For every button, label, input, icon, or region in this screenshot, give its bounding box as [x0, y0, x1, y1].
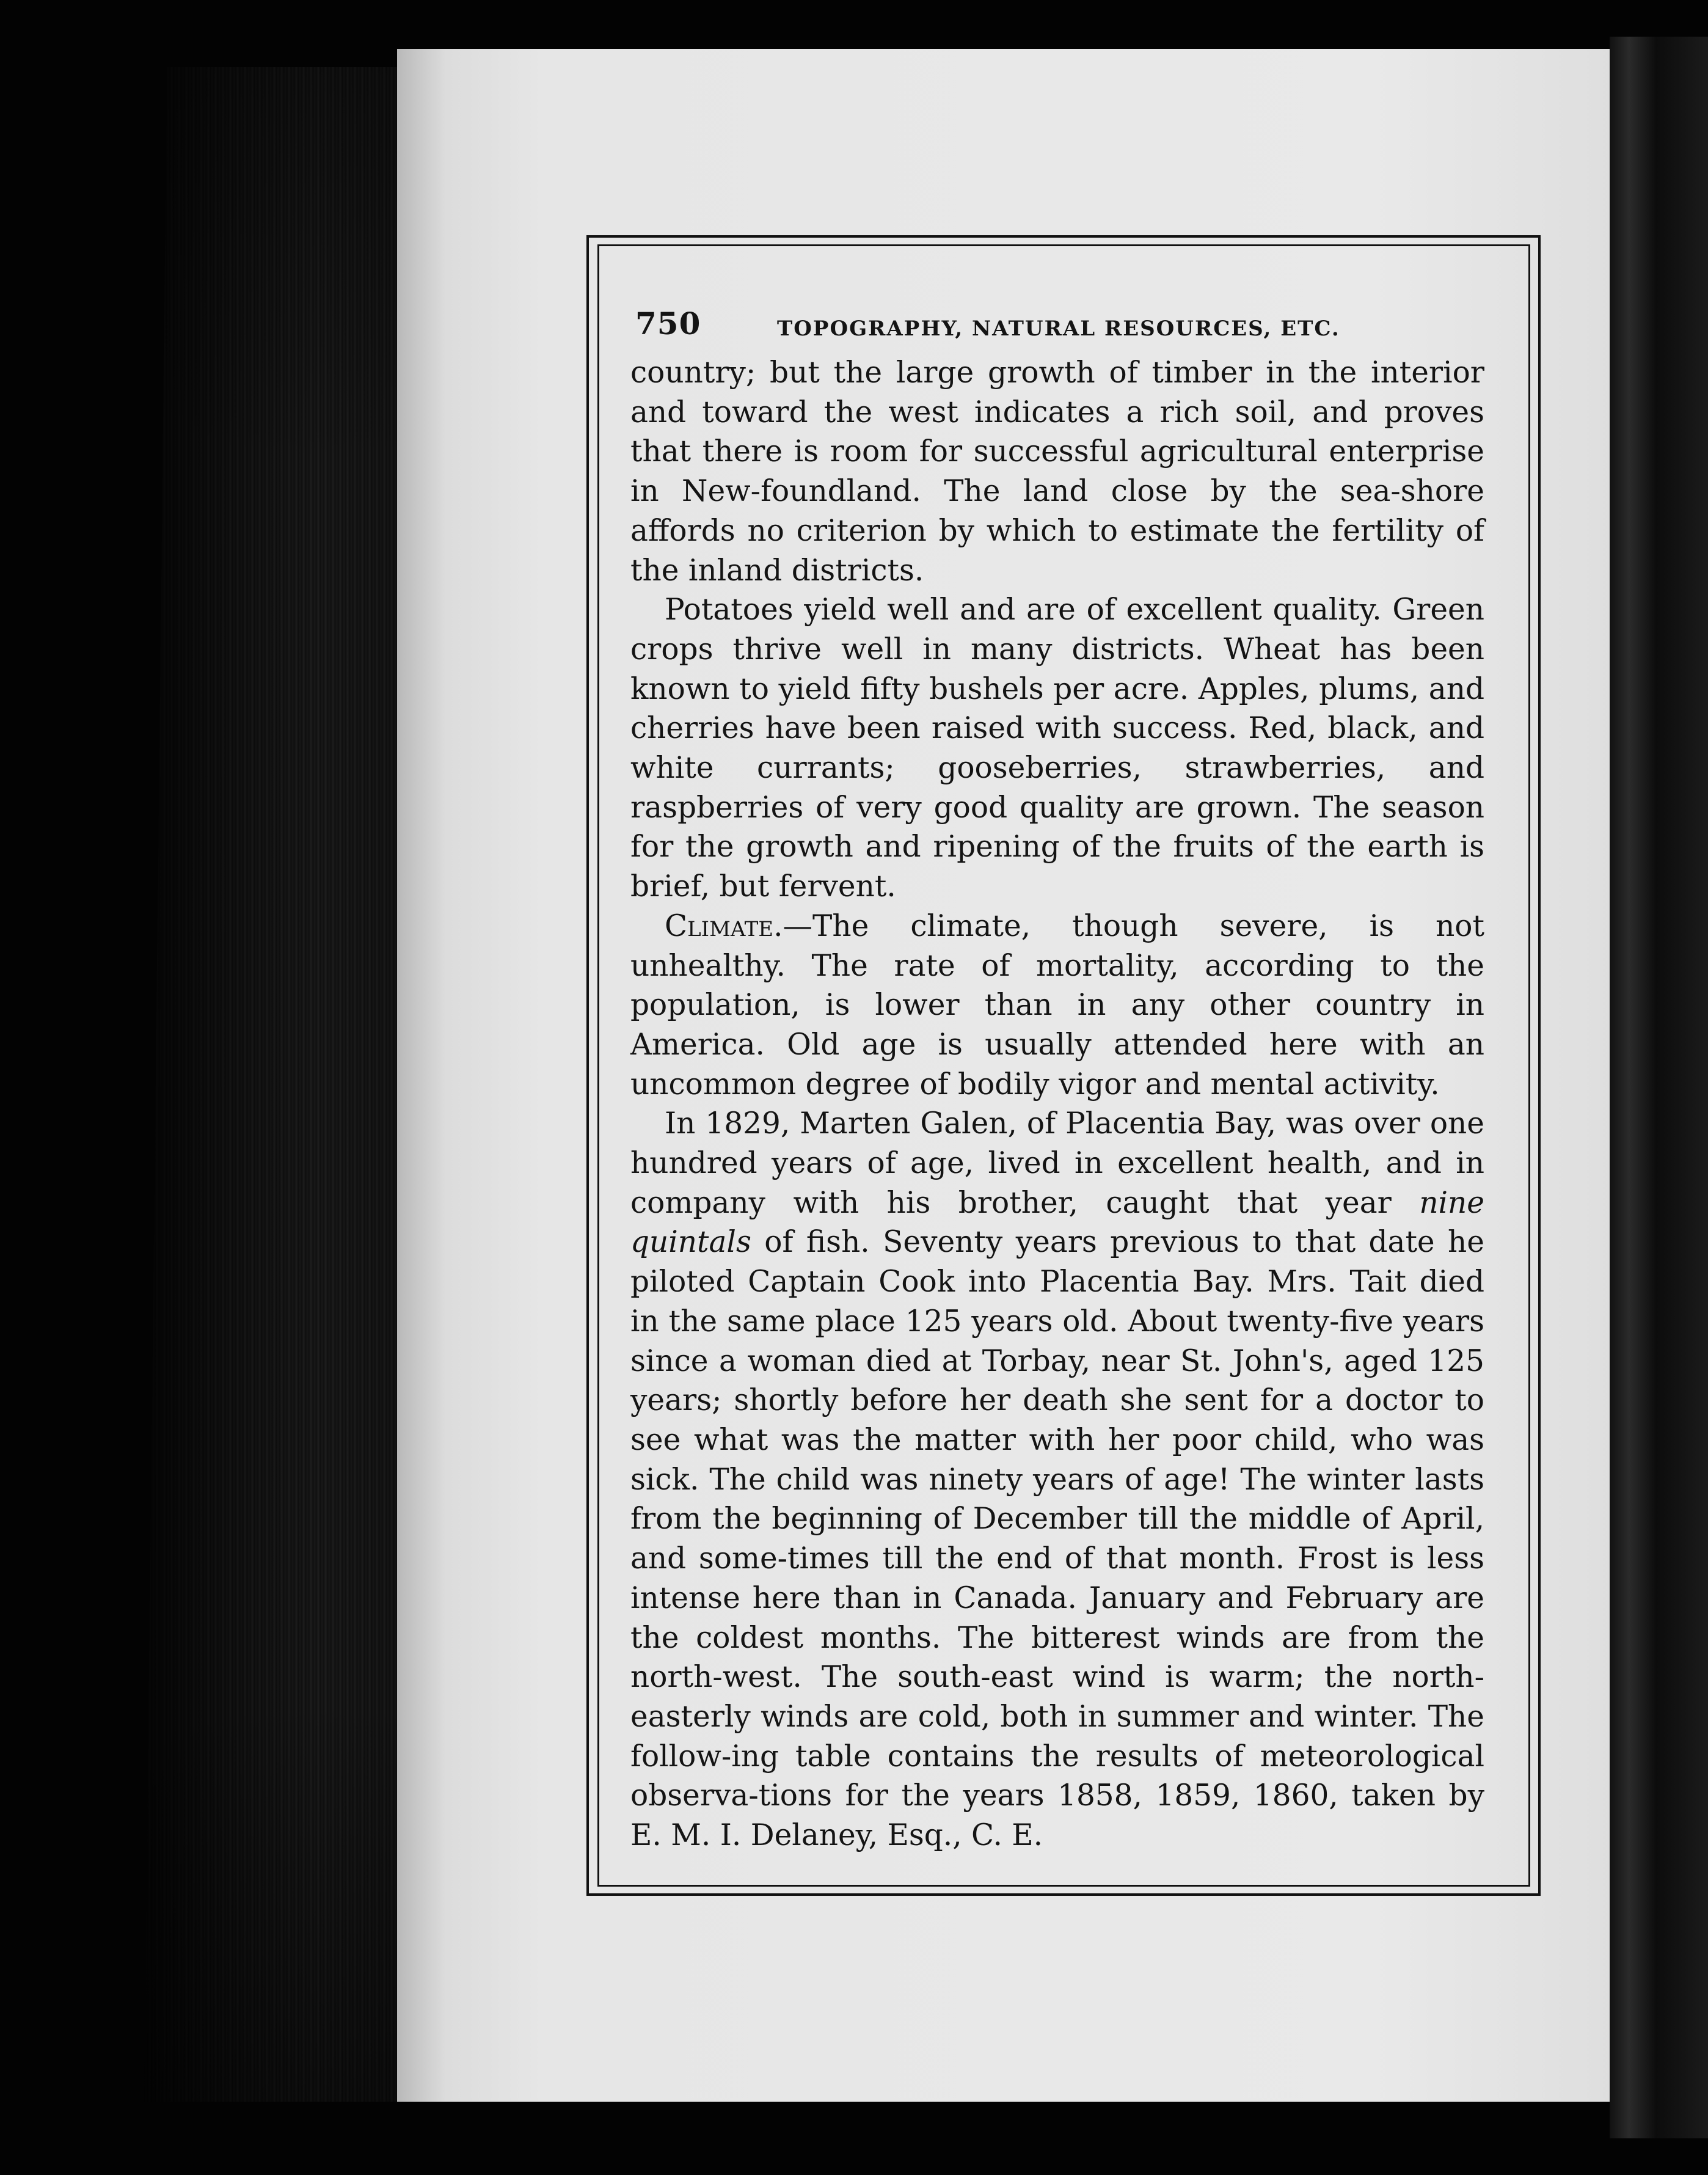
page-number: 750: [635, 305, 701, 342]
paragraph-4-text-after: of fish. Seventy years previous to that date he piloted Captain Cook into Placentia Bay. Mrs. Tait died in the same place 125 years old. About twenty-five years since a woman died at Torbay, near St. John's, aged 125 years; shortly before her death she sent for a doctor to see what was the matter with her poor child, who was sick. The child was ninety years of age! The winter lasts from the beginning of December till the middle of April, and some-times till the end of that month. Frost is less intense here than in Canada. January and February are the coldest months. The bitterest winds are from the north-west. The south-east wind is warm; the north-easterly winds are cold, both in summer and winter. The follow-ing table contains the results of meteorological observa-tions for the years 1858, 1859, 1860, taken by E. M. I. Delaney, Esq., C. E.: [630, 1225, 1484, 1853]
right-page-gutter: [1610, 37, 1659, 2138]
paragraph-2: [630, 590, 1484, 907]
page-content: [630, 298, 1484, 1855]
paragraph-2-text: Potatoes yield well and are of excellent quality. Green crops thrive well in many districts. Wheat has been known to yield fifty bushels per acre. Apples, plums, and cherries have been raised with success. Red, black, and white currants; gooseberries, strawberries, and raspberries of very good quality are grown. The season for the growth and ripening of the fruits of the earth is brief, but fervent.: [630, 593, 1484, 904]
book-page-edges: [144, 67, 431, 2102]
paragraph-climate: [630, 907, 1484, 1105]
facing-page-edge: [1655, 37, 1708, 2138]
climate-heading: Climate.: [665, 908, 783, 943]
paragraph-4: [630, 1104, 1484, 1855]
paragraph-1: [630, 353, 1484, 590]
running-head-title: TOPOGRAPHY, NATURAL RESOURCES, ETC.: [777, 316, 1340, 341]
body-text: [630, 353, 1484, 1855]
running-head: [630, 298, 1484, 353]
paragraph-4-italic: nine quintals: [630, 1185, 1484, 1260]
paragraph-1-text: country; but the large growth of timber in the interior and toward the west indicates a rich soil, and proves that there is room for successful agricultural enterprise in New-foundland. The land close by the sea-shore affords no criterion by which to estimate the fertility of the inland districts.: [630, 356, 1484, 588]
paragraph-4-text-before: In 1829, Marten Galen, of Placentia Bay, was over one hundred years of age, lived in excellent health, and in company with his brother, caught that year: [630, 1106, 1484, 1220]
paragraph-climate-text: —The climate, though severe, is not unhealthy. The rate of mortality, according to the population, is lower than in any other country in America. Old age is usually attended here with an uncommon degree of bodily vigor and mental activity.: [630, 908, 1484, 1102]
